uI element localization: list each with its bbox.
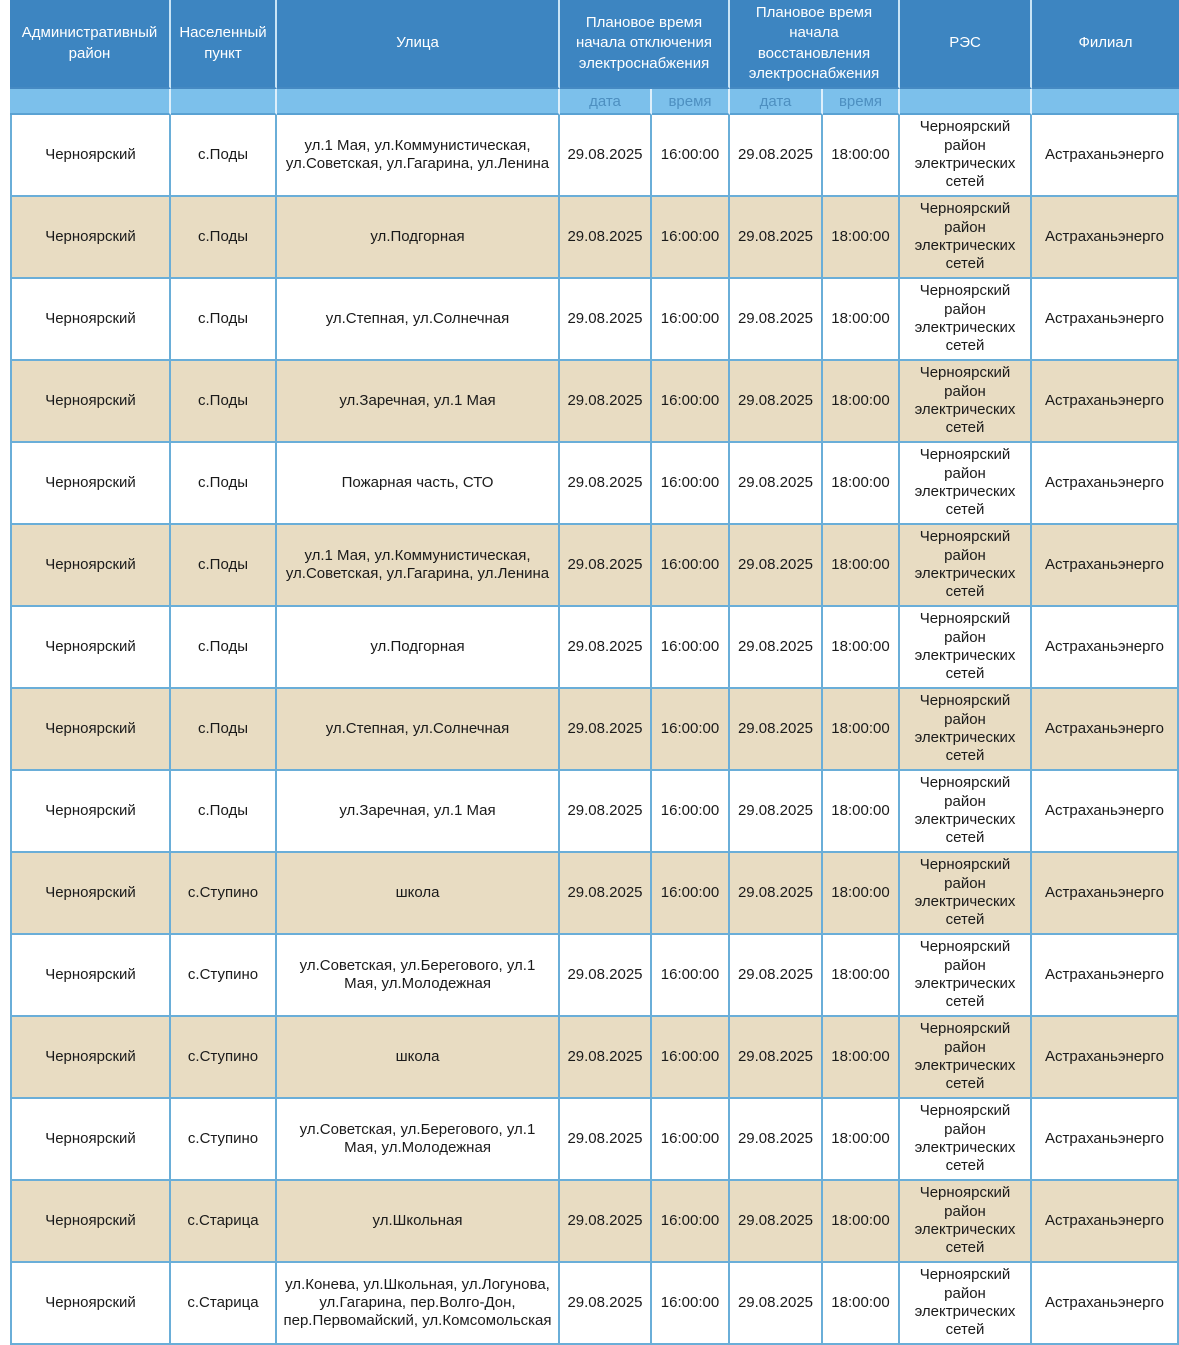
cell-branch: Астраханьэнерго <box>1032 443 1179 525</box>
cell-restore-time: 18:00:00 <box>823 935 900 1017</box>
cell-admin-district: Черноярский <box>10 443 171 525</box>
table-row <box>10 935 1179 1017</box>
cell-settlement: с.Поды <box>171 197 277 279</box>
cell-street: ул.Советская, ул.Берегового, ул.1 Мая, ул.Молодежная <box>277 1099 560 1181</box>
cell-street: ул.1 Мая, ул.Коммунистическая, ул.Советская, ул.Гагарина, ул.Ленина <box>277 525 560 607</box>
cell-outage-date: 29.08.2025 <box>560 525 652 607</box>
cell-outage-time: 16:00:00 <box>652 115 730 197</box>
cell-res: Черноярский район электрических сетей <box>900 1099 1032 1181</box>
table-row <box>10 1099 1179 1181</box>
cell-restore-date: 29.08.2025 <box>730 197 823 279</box>
cell-res: Черноярский район электрических сетей <box>900 607 1032 689</box>
cell-outage-time: 16:00:00 <box>652 1263 730 1345</box>
cell-settlement: с.Поды <box>171 689 277 771</box>
cell-branch: Астраханьэнерго <box>1032 1099 1179 1181</box>
cell-res: Черноярский район электрических сетей <box>900 1017 1032 1099</box>
cell-restore-time: 18:00:00 <box>823 1181 900 1263</box>
subheader-empty-settlement <box>171 89 277 115</box>
cell-res: Черноярский район электрических сетей <box>900 853 1032 935</box>
cell-branch: Астраханьэнерго <box>1032 935 1179 1017</box>
outage-schedule-table <box>10 0 1179 1345</box>
cell-branch: Астраханьэнерго <box>1032 689 1179 771</box>
cell-restore-date: 29.08.2025 <box>730 279 823 361</box>
cell-outage-date: 29.08.2025 <box>560 279 652 361</box>
cell-settlement: с.Ступино <box>171 1017 277 1099</box>
cell-restore-time: 18:00:00 <box>823 279 900 361</box>
cell-restore-time: 18:00:00 <box>823 115 900 197</box>
table-row <box>10 1263 1179 1345</box>
cell-restore-date: 29.08.2025 <box>730 1017 823 1099</box>
cell-res: Черноярский район электрических сетей <box>900 361 1032 443</box>
cell-outage-date: 29.08.2025 <box>560 1181 652 1263</box>
header-settlement: Населенный пункт <box>171 0 277 89</box>
cell-restore-date: 29.08.2025 <box>730 689 823 771</box>
cell-admin-district: Черноярский <box>10 279 171 361</box>
cell-outage-date: 29.08.2025 <box>560 689 652 771</box>
outage-table-body <box>10 115 1179 1345</box>
cell-admin-district: Черноярский <box>10 197 171 279</box>
table-row <box>10 1017 1179 1099</box>
cell-restore-time: 18:00:00 <box>823 361 900 443</box>
table-row <box>10 443 1179 525</box>
subheader-empty-district <box>10 89 171 115</box>
cell-restore-date: 29.08.2025 <box>730 853 823 935</box>
cell-res: Черноярский район электрических сетей <box>900 1181 1032 1263</box>
cell-outage-time: 16:00:00 <box>652 197 730 279</box>
cell-settlement: с.Старица <box>171 1263 277 1345</box>
cell-admin-district: Черноярский <box>10 1181 171 1263</box>
subheader-outage-time-label: время <box>652 89 730 115</box>
cell-restore-time: 18:00:00 <box>823 197 900 279</box>
header-restore-start: Плановое время начала восстановления электроснабжения <box>730 0 900 89</box>
cell-restore-time: 18:00:00 <box>823 689 900 771</box>
cell-street: ул.Степная, ул.Солнечная <box>277 689 560 771</box>
cell-restore-date: 29.08.2025 <box>730 1181 823 1263</box>
cell-outage-time: 16:00:00 <box>652 443 730 525</box>
cell-restore-date: 29.08.2025 <box>730 1263 823 1345</box>
cell-admin-district: Черноярский <box>10 607 171 689</box>
cell-street: школа <box>277 1017 560 1099</box>
cell-street: ул.Степная, ул.Солнечная <box>277 279 560 361</box>
cell-res: Черноярский район электрических сетей <box>900 771 1032 853</box>
cell-branch: Астраханьэнерго <box>1032 115 1179 197</box>
table-row <box>10 689 1179 771</box>
cell-res: Черноярский район электрических сетей <box>900 115 1032 197</box>
cell-settlement: с.Поды <box>171 115 277 197</box>
cell-outage-date: 29.08.2025 <box>560 771 652 853</box>
cell-outage-time: 16:00:00 <box>652 607 730 689</box>
cell-admin-district: Черноярский <box>10 525 171 607</box>
table-row <box>10 361 1179 443</box>
cell-branch: Астраханьэнерго <box>1032 279 1179 361</box>
cell-outage-time: 16:00:00 <box>652 1099 730 1181</box>
cell-restore-date: 29.08.2025 <box>730 935 823 1017</box>
cell-res: Черноярский район электрических сетей <box>900 935 1032 1017</box>
cell-branch: Астраханьэнерго <box>1032 771 1179 853</box>
cell-admin-district: Черноярский <box>10 361 171 443</box>
cell-restore-time: 18:00:00 <box>823 525 900 607</box>
cell-res: Черноярский район электрических сетей <box>900 443 1032 525</box>
cell-restore-date: 29.08.2025 <box>730 361 823 443</box>
subheader-empty-res <box>900 89 1032 115</box>
cell-restore-date: 29.08.2025 <box>730 607 823 689</box>
cell-restore-date: 29.08.2025 <box>730 771 823 853</box>
cell-admin-district: Черноярский <box>10 853 171 935</box>
cell-outage-date: 29.08.2025 <box>560 853 652 935</box>
table-row <box>10 607 1179 689</box>
cell-outage-time: 16:00:00 <box>652 361 730 443</box>
cell-restore-time: 18:00:00 <box>823 443 900 525</box>
cell-settlement: с.Поды <box>171 361 277 443</box>
cell-street: ул.Конева, ул.Школьная, ул.Логунова, ул.Гагарина, пер.Волго-Дон, пер.Первомайский, ул.Комсомольская <box>277 1263 560 1345</box>
table-row <box>10 1181 1179 1263</box>
cell-restore-date: 29.08.2025 <box>730 115 823 197</box>
cell-res: Черноярский район электрических сетей <box>900 279 1032 361</box>
cell-settlement: с.Ступино <box>171 935 277 1017</box>
cell-res: Черноярский район электрических сетей <box>900 689 1032 771</box>
cell-outage-date: 29.08.2025 <box>560 607 652 689</box>
table-row <box>10 525 1179 607</box>
cell-res: Черноярский район электрических сетей <box>900 525 1032 607</box>
cell-settlement: с.Поды <box>171 279 277 361</box>
cell-outage-time: 16:00:00 <box>652 935 730 1017</box>
cell-outage-date: 29.08.2025 <box>560 115 652 197</box>
cell-branch: Астраханьэнерго <box>1032 853 1179 935</box>
cell-admin-district: Черноярский <box>10 1099 171 1181</box>
header-street: Улица <box>277 0 560 89</box>
header-row-main <box>10 0 1179 89</box>
cell-restore-date: 29.08.2025 <box>730 1099 823 1181</box>
cell-branch: Астраханьэнерго <box>1032 607 1179 689</box>
cell-settlement: с.Ступино <box>171 853 277 935</box>
cell-branch: Астраханьэнерго <box>1032 361 1179 443</box>
cell-admin-district: Черноярский <box>10 771 171 853</box>
cell-outage-time: 16:00:00 <box>652 1181 730 1263</box>
cell-admin-district: Черноярский <box>10 115 171 197</box>
cell-street: школа <box>277 853 560 935</box>
cell-outage-date: 29.08.2025 <box>560 197 652 279</box>
cell-restore-time: 18:00:00 <box>823 1263 900 1345</box>
cell-branch: Астраханьэнерго <box>1032 1263 1179 1345</box>
cell-branch: Астраханьэнерго <box>1032 1017 1179 1099</box>
cell-outage-time: 16:00:00 <box>652 1017 730 1099</box>
cell-restore-time: 18:00:00 <box>823 1017 900 1099</box>
cell-outage-date: 29.08.2025 <box>560 361 652 443</box>
cell-settlement: с.Поды <box>171 443 277 525</box>
cell-street: ул.Школьная <box>277 1181 560 1263</box>
cell-outage-time: 16:00:00 <box>652 853 730 935</box>
cell-settlement: с.Старица <box>171 1181 277 1263</box>
cell-settlement: с.Поды <box>171 771 277 853</box>
header-row-sub <box>10 89 1179 115</box>
header-admin-district: Административный район <box>10 0 171 89</box>
cell-outage-time: 16:00:00 <box>652 279 730 361</box>
cell-street: ул.1 Мая, ул.Коммунистическая, ул.Советская, ул.Гагарина, ул.Ленина <box>277 115 560 197</box>
header-outage-start: Плановое время начала отключения электроснабжения <box>560 0 730 89</box>
cell-settlement: с.Поды <box>171 525 277 607</box>
table-row <box>10 771 1179 853</box>
cell-branch: Астраханьэнерго <box>1032 525 1179 607</box>
cell-street: ул.Заречная, ул.1 Мая <box>277 771 560 853</box>
cell-restore-date: 29.08.2025 <box>730 525 823 607</box>
table-row <box>10 115 1179 197</box>
cell-outage-date: 29.08.2025 <box>560 1263 652 1345</box>
subheader-empty-street <box>277 89 560 115</box>
subheader-restore-date-label: дата <box>730 89 823 115</box>
cell-outage-time: 16:00:00 <box>652 689 730 771</box>
cell-admin-district: Черноярский <box>10 935 171 1017</box>
cell-restore-time: 18:00:00 <box>823 771 900 853</box>
table-row <box>10 279 1179 361</box>
cell-outage-date: 29.08.2025 <box>560 1017 652 1099</box>
table-row <box>10 197 1179 279</box>
subheader-empty-branch <box>1032 89 1179 115</box>
cell-street: ул.Подгорная <box>277 197 560 279</box>
cell-street: ул.Подгорная <box>277 607 560 689</box>
cell-settlement: с.Поды <box>171 607 277 689</box>
cell-branch: Астраханьэнерго <box>1032 1181 1179 1263</box>
cell-admin-district: Черноярский <box>10 1263 171 1345</box>
cell-restore-date: 29.08.2025 <box>730 443 823 525</box>
cell-branch: Астраханьэнерго <box>1032 197 1179 279</box>
table-header <box>10 0 1179 115</box>
cell-restore-time: 18:00:00 <box>823 853 900 935</box>
cell-outage-time: 16:00:00 <box>652 525 730 607</box>
cell-outage-date: 29.08.2025 <box>560 935 652 1017</box>
cell-street: ул.Советская, ул.Берегового, ул.1 Мая, ул.Молодежная <box>277 935 560 1017</box>
cell-street: Пожарная часть, СТО <box>277 443 560 525</box>
cell-outage-time: 16:00:00 <box>652 771 730 853</box>
cell-settlement: с.Ступино <box>171 1099 277 1181</box>
cell-res: Черноярский район электрических сетей <box>900 197 1032 279</box>
cell-street: ул.Заречная, ул.1 Мая <box>277 361 560 443</box>
subheader-restore-time-label: время <box>823 89 900 115</box>
cell-admin-district: Черноярский <box>10 1017 171 1099</box>
subheader-outage-date-label: дата <box>560 89 652 115</box>
cell-restore-time: 18:00:00 <box>823 1099 900 1181</box>
cell-restore-time: 18:00:00 <box>823 607 900 689</box>
table-row <box>10 853 1179 935</box>
cell-outage-date: 29.08.2025 <box>560 443 652 525</box>
header-branch: Филиал <box>1032 0 1179 89</box>
cell-admin-district: Черноярский <box>10 689 171 771</box>
header-res: РЭС <box>900 0 1032 89</box>
cell-res: Черноярский район электрических сетей <box>900 1263 1032 1345</box>
cell-outage-date: 29.08.2025 <box>560 1099 652 1181</box>
